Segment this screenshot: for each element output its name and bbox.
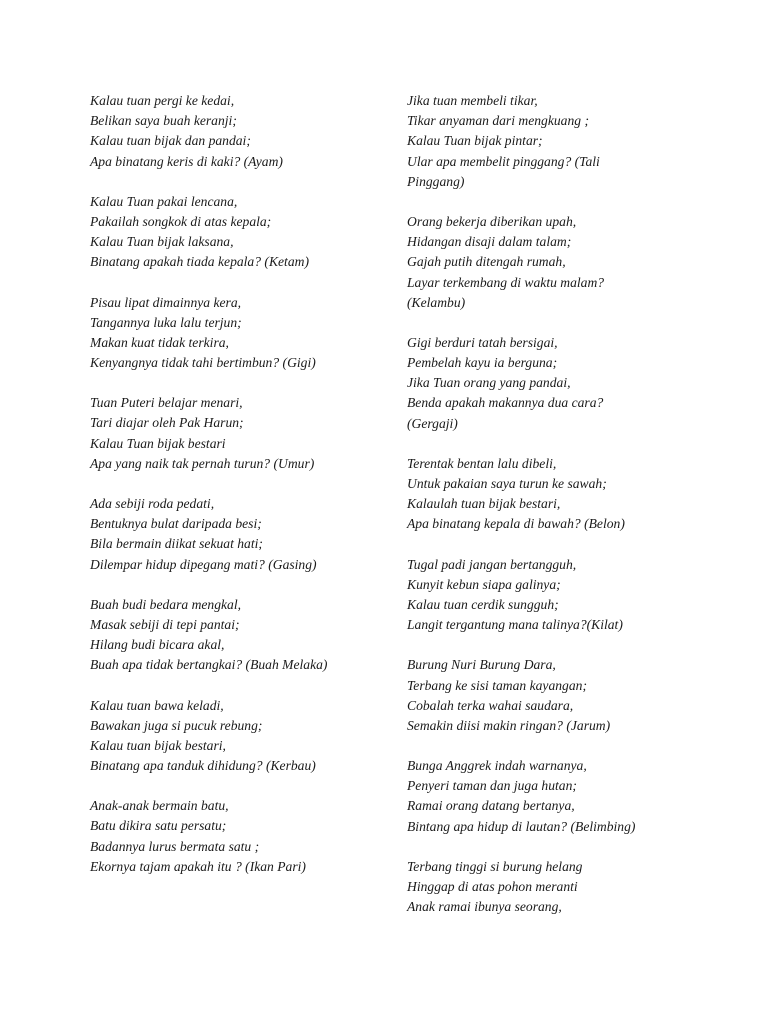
pantun-line: Jika tuan membeli tikar, <box>407 93 538 108</box>
pantun-line: Orang bekerja diberikan upah, <box>407 213 577 229</box>
pantun-line: Buah budi bedara mengkal, <box>90 596 242 612</box>
pantun-line: Anak ramai ibunya seorang, <box>407 899 562 915</box>
pantun-line: Kalau tuan bawa keladi, <box>90 697 224 713</box>
pantun-stanza <box>407 91 707 192</box>
pantun-line: Kalau Tuan bijak bestari <box>90 435 226 451</box>
pantun-line: Batu dikira satu persatu; <box>90 818 227 834</box>
pantun-line: Kalau Tuan pakai lencana, <box>90 193 238 209</box>
pantun-line: Makan kuat tidak terkira, <box>90 334 229 350</box>
pantun-stanza <box>90 494 390 575</box>
pantun-line: (Gergaji) <box>407 415 458 431</box>
pantun-line: Badannya lurus bermata satu ; <box>90 838 260 854</box>
pantun-line: Ramai orang datang bertanya, <box>407 798 575 814</box>
pantun-line: Kalau tuan bijak bestari, <box>90 737 226 753</box>
pantun-line: Kalau tuan cerdik sungguh; <box>407 596 559 612</box>
pantun-line: Hinggap di atas pohon meranti <box>407 879 578 894</box>
pantun-line: Kalau tuan pergi ke kedai, <box>90 93 235 108</box>
pantun-line: Bunga Anggrek indah warnanya, <box>407 758 587 774</box>
pantun-stanza <box>90 595 390 676</box>
pantun-line: (Kelambu) <box>407 294 466 310</box>
pantun-line: Hidangan disaji dalam talam; <box>407 234 572 250</box>
pantun-line: Binatang apakah tiada kepala? (Ketam) <box>90 254 309 270</box>
pantun-line: Benda apakah makannya dua cara? <box>407 395 604 411</box>
pantun-line: Kalaulah tuan bijak bestari, <box>407 496 561 512</box>
pantun-line: Cobalah terka wahai saudara, <box>407 697 574 713</box>
pantun-stanza <box>90 393 390 474</box>
pantun-line: Burung Nuri Burung Dara, <box>407 657 556 673</box>
pantun-line: Langit tergantung mana talinya?(Kilat) <box>407 617 623 633</box>
pantun-line: Terentak bentan lalu dibeli, <box>407 455 557 471</box>
pantun-line: Buah apa tidak bertangkai? (Buah Melaka) <box>90 657 328 673</box>
pantun-stanza <box>90 192 390 273</box>
pantun-line: Bintang apa hidup di lautan? (Belimbing) <box>407 818 636 834</box>
pantun-line: Masak sebiji di tepi pantai; <box>90 616 240 632</box>
pantun-line: Pembelah kayu ia berguna; <box>407 355 558 371</box>
pantun-line: Belikan saya buah keranji; <box>90 113 237 129</box>
pantun-line: Semakin diisi makin ringan? (Jarum) <box>407 717 611 733</box>
pantun-line: Tikar anyaman dari mengkuang ; <box>407 113 589 129</box>
pantun-line: Tangannya luka lalu terjun; <box>90 314 242 330</box>
pantun-line: Kenyangnya tidak tahi bertimbun? (Gigi) <box>90 355 316 371</box>
right-column <box>407 91 707 937</box>
pantun-line: Layar terkembang di waktu malam? <box>407 274 605 290</box>
pantun-line: Untuk pakaian saya turun ke sawah; <box>407 476 607 491</box>
pantun-line: Terbang ke sisi taman kayangan; <box>407 677 587 693</box>
pantun-line: Apa yang naik tak pernah turun? (Umur) <box>90 455 315 471</box>
pantun-line: Ekornya tajam apakah itu ? (Ikan Pari) <box>90 858 306 874</box>
pantun-line: Tuan Puteri belajar menari, <box>90 395 243 411</box>
pantun-stanza <box>407 756 707 837</box>
pantun-line: Tari diajar oleh Pak Harun; <box>90 415 244 431</box>
pantun-stanza <box>90 796 390 877</box>
pantun-line: Binatang apa tanduk dihidung? (Kerbau) <box>90 758 316 774</box>
pantun-line: Kalau tuan bijak dan pandai; <box>90 133 251 149</box>
pantun-line: Gigi berduri tatah bersigai, <box>407 334 558 350</box>
pantun-line: Jika Tuan orang yang pandai, <box>407 375 571 391</box>
pantun-stanza <box>407 555 707 636</box>
pantun-stanza <box>407 655 707 736</box>
pantun-line: Apa binatang kepala di bawah? (Belon) <box>407 516 625 532</box>
pantun-line: Tugal padi jangan bertangguh, <box>407 556 577 572</box>
pantun-stanza <box>90 293 390 374</box>
pantun-line: Penyeri taman dan juga hutan; <box>407 778 577 794</box>
pantun-line: Pakailah songkok di atas kepala; <box>90 213 272 229</box>
pantun-line: Ada sebiji roda pedati, <box>90 496 215 511</box>
pantun-line: Bentuknya bulat daripada besi; <box>90 516 262 532</box>
pantun-line: Dilempar hidup dipegang mati? (Gasing) <box>90 556 317 572</box>
pantun-line: Kalau Tuan bijak laksana, <box>90 234 234 250</box>
pantun-line: Pinggang) <box>407 173 465 189</box>
pantun-line: Bawakan juga si pucuk rebung; <box>90 717 263 733</box>
pantun-line: Terbang tinggi si burung helang <box>407 858 583 874</box>
pantun-stanza <box>407 333 707 434</box>
pantun-stanza <box>90 91 390 172</box>
pantun-line: Apa binatang keris di kaki? (Ayam) <box>90 153 283 169</box>
pantun-line: Gajah putih ditengah rumah, <box>407 254 566 270</box>
pantun-line: Kalau Tuan bijak pintar; <box>407 133 543 149</box>
pantun-line: Hilang budi bicara akal, <box>90 637 225 653</box>
left-column <box>90 91 390 897</box>
pantun-line: Pisau lipat dimainnya kera, <box>90 294 242 310</box>
pantun-stanza <box>407 212 707 313</box>
pantun-stanza <box>407 857 707 918</box>
pantun-line: Anak-anak bermain batu, <box>90 798 229 814</box>
pantun-line: Kunyit kebun siapa galinya; <box>407 576 561 592</box>
pantun-stanza <box>90 696 390 777</box>
pantun-stanza <box>407 454 707 535</box>
pantun-line: Ular apa membelit pinggang? (Tali <box>407 153 600 169</box>
pantun-line: Bila bermain diikat sekuat hati; <box>90 536 263 552</box>
